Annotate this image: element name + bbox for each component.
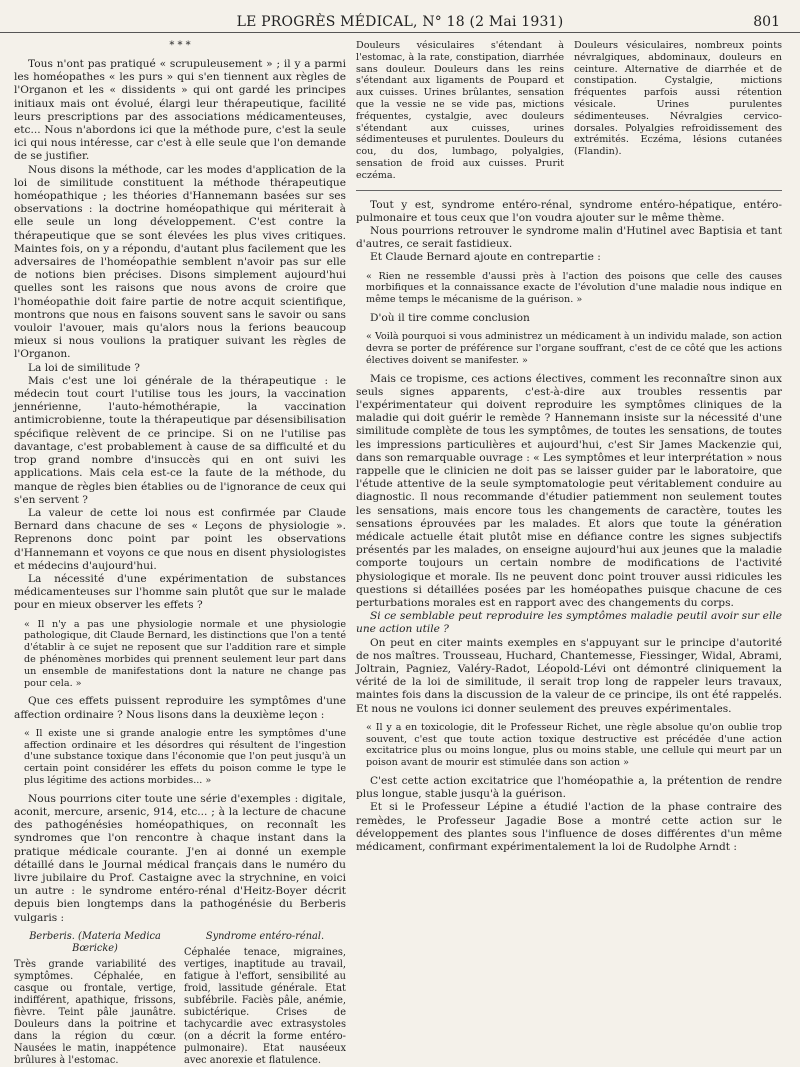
paragraph: On peut en citer maints exemples en s'appuyant sur le principe d'autorité de nos maîtres. Trousseau, Huchard, Chantemesse, Fiessinger, Widal, Abrami, Joltrain, Pagniez, Valéry-Radot, Léopold-Lévi ont démontré cliniquement la vérité de la loi de similitude, il serait trop long de rappeler leurs travaux, maintes fois dans la discussion de la valeur de ce principe, ils ont été rappelés. Et nous ne voulons ici donner seulement des preuves expérimentales.	[356, 636, 782, 715]
left-column	[14, 40, 346, 1067]
paragraph: Tous n'ont pas pratiqué « scrupuleusement » ; il y a parmi les homéopathes « les purs » qui s'en tiennent aux règles de l'Organon et les « dissidents » qui ont gardé les principes initiaux mais ont évolué, élargi leur thérapeutique, facilité leurs prescriptions par des associations médicamenteuses, etc... Nous n'abordons ici que la méthode pure, c'est la seule ici qui nous intéresse, car c'est à elle seule que l'on demande de se justifier.	[14, 58, 346, 163]
paragraph: Nous pourrions retrouver le syndrome malin d'Hutinel avec Baptisia et tant d'autres, ce serait fastidieux.	[356, 224, 782, 251]
symptom-left: Douleurs vésiculaires s'étendant à l'estomac, à la rate, constipation, diarrhée sans douleur. Douleurs dans les reins s'étendant aux ligaments de Poupard et aux cuisses. Urines brûlantes, sensation que la vessie ne se vide pas, mictions fréquentes, cystalgie, avec douleurs s'étendant aux cuisses, urines sédimenteuses et purulentes. Douleurs du cou, du dos, lumbago, polyalgies, sensation de froid aux cuisses. Prurit eczéma.	[356, 40, 564, 181]
running-title: LE PROGRÈS MÉDICAL, N° 18 (2 Mai 1931)	[236, 14, 564, 30]
quote: « Il y a en toxicologie, dit le Professeur Richet, une règle absolue qu'on oublie trop souvent, c'est que toute action toxique destructive est précédée d'une action excitatrice plus ou moins longue, plus ou moins stable, une cellule qui meurt par un poison avant de mourir est stimulée dans son action »	[366, 721, 782, 769]
paragraph: La valeur de cette loi nous est confirmée par Claude Bernard dans chacune de ses « Leçons de physiologie ». Reprenons donc point par point les observations d'Hannemann et voyons ce que nous en disent physiologistes et médecins d'aujourd'hui.	[14, 506, 346, 572]
paragraph: Tout y est, syndrome entéro-rénal, syndrome entéro-hépatique, entéro-pulmonaire et tous ceux que l'on voudra ajouter sur le même thème.	[356, 198, 782, 224]
paragraph: Mais c'est une loi générale de la thérapeutique : le médecin tout court l'utilise tous les jours, la vaccination jennérienne, l'auto-hémothérapie, la vaccination antimicrobienne, toute la thérapeutique par désensibilisation spécifique relèvent de ce principe. Si on ne l'utilise pas davantage, c'est probablement à cause de sa difficulté et du trop grand nombre d'insuccès qui en ont suivi les applications. Mais cela est-ce la faute de la méthode, du manque de règles bien établies ou de l'ignorance de ceux qui s'en servent ?	[14, 374, 346, 506]
berberis-text: Très grande variabilité des symptômes. Céphalée, en casque ou frontale, vertige, indifférent, apathique, frissons, fièvre. Teint pâle jaunâtre. Douleurs dans la poitrine et dans la région du cœur. Nausées le matin, inappétence brûlures à l'estomac.	[14, 958, 176, 1066]
syndrome-caption: Syndrome entéro-rénal.	[205, 930, 325, 942]
paragraph: D'où il tire comme conclusion	[370, 311, 530, 324]
syndrome-column	[184, 931, 346, 1067]
quote: « Il n'y a pas une physiologie normale et une physiologie pathologique, dit Claude Bernard, les distinctions que l'on a tenté d'établir à ce sujet ne reposent que sur l'addition rare et simple de phénomènes morbides qui prennent seulement leur part dans un ensemble de manifestations dont la nature ne change pas pour cela. »	[24, 618, 346, 689]
syndrome-text: Céphalée tenace, migraines, vertiges, inaptitude au travail, fatigue à l'effort, sensibilité au froid, lassitude générale. Etat subfébrile. Faciès pâle, anémie, subictérique. Crises de tachycardie avec extrasystoles (on a décrit la forme entéro-pulmonaire). Etat nauséeux avec anorexie et flatulence.	[184, 946, 346, 1066]
page-header	[0, 14, 800, 33]
paragraph: C'est cette action excitatrice que l'homéopathie a, la prétention de rendre plus longue, stable jusqu'à la guérison.	[356, 775, 782, 801]
symptom-continuation	[356, 40, 782, 182]
paragraph: La nécessité d'une expérimentation de substances médicamenteuses sur l'homme sain plutôt que sur le malade pour en mieux observer les effets ?	[14, 572, 346, 612]
berberis-caption: Berberis. (Materia Medica Bœricke)	[29, 930, 161, 954]
paragraph: Nous disons la méthode, car les modes d'application de la loi de similitude constituent la méthode thérapeutique homéopathique ; les théories d'Hannemann basées sur ses observations : la doctrine homéopathique qui mériterait à elle seule un long développement. C'est contre la thérapeutique que se sont élevées les plus vives critiques. Maintes fois, on y a répondu, d'autant plus facilement que les adversaires de l'homéopathie semblent n'avoir pas sur elle de notions bien précises. Disons simplement aujourd'hui quelles sont les raisons que nous avons de croire que l'homéopathie doit faire partie de notre acquit scientifique, montrons que nous en faisons souvent sans le savoir ou sans vouloir l'avouer, mais qu'alors nous la ferions beaucoup mieux si nous voulions la pratiquer suivant les règles de l'Organon.	[14, 163, 346, 361]
paragraph: Et si le Professeur Lépine a étudié l'action de la phase contraire des remèdes, le Professeur Jagadie Bose a montré cette action sur le développement des plantes sous l'influence de doses différentes d'un même médicament, confirmant expérimentalement la loi de Rudolphe Arndt :	[356, 801, 782, 854]
quote: « Rien ne ressemble d'aussi près à l'action des poisons que celle des causes morbifiques et la connaissance exacte de l'évolution d'une maladie nous indique en même temps le mécanisme de la guérison. »	[366, 270, 782, 306]
paragraph: Que ces effets puissent reproduire les symptômes d'une affection ordinaire ? Nous lisons dans la deuxième leçon :	[14, 695, 346, 721]
paragraph: Mais ce tropisme, ces actions électives, comment les reconnaître sinon aux seuls signes apparents, c'est-à-dire aux troubles ressentis par l'expérimentateur qui doivent reproduire les symptômes cliniques de la maladie qui doit guérir le remède ? Hannemann insiste sur la nécessité d'une similitude complète de tous les symptômes, de toutes les sensations, de toutes les impressions particulières et aujourd'hui, c'est Sir James Mackenzie qui, dans son remarquable ouvrage : « Les symptômes et leur interprétation » nous rappelle que le clinicien ne doit pas se laisser guider par le laboratoire, que l'étude attentive de la seule symptomatologie peut véritablement conduire au diagnostic. Il nous recommande d'étudier patiemment non seulement toutes les sensations, mais encore tous les changements de caractère, toutes les sensations éprouvées par les malades. Et alors que toute la génération médicale actuelle était plutôt mise en défiance contre les signes subjectifs présentés par les malades, on enseigne aujourd'hui aux jeunes que la maladie comporte toujours un certain nombre de modifications de l'activité physiologique et morale. Ils ne peuvent donc point trouver aussi ridicules les questions si détaillées posées par les homéopathes puisque chacune de ces perturbations morales est en rapport avec des changements du corps.	[356, 372, 782, 610]
berberis-column	[14, 931, 176, 1067]
divider	[356, 190, 782, 191]
right-column	[356, 40, 782, 854]
section-stars: * * *	[169, 40, 191, 51]
symptom-right: Douleurs vésiculaires, nombreux points névralgiques, abdominaux, douleurs en ceinture. Alternative de diarrhée et de constipation. Cystalgie, mictions fréquentes parfois aussi rétention vésicale. Urines purulentes sédimenteuses. Névralgies cervico-dorsales. Polyalgies refroidissement des extrémités. Eczéma, lésions cutanées (Flandin).	[574, 40, 782, 158]
paragraph: La loi de similitude ?	[28, 361, 140, 374]
comparison-table	[14, 931, 346, 1067]
paragraph: Et Claude Bernard ajoute en contrepartie :	[370, 251, 601, 264]
quote: « Il existe une si grande analogie entre les symptômes d'une affection ordinaire et les désordres qui résultent de l'ingestion d'une substance toxique dans l'économie que l'on peut jusqu'à un certain point considérer les effets du poison comme le type le plus légitime des actions morbides... »	[24, 727, 346, 786]
paragraph: Nous pourrions citer toute une série d'exemples : digitale, aconit, mercure, arsenic, 914, etc... ; à la lecture de chacune des pathogénésies homéopathiques, on reconnaît les syndromes que l'on rencontre à chaque instant dans la pratique médicale courante. J'en ai donné un exemple détaillé dans le Journal médical français dans le numéro du livre jubilaire du Prof. Castaigne avec la strychnine, en voici un autre : le syndrome entéro-rénal d'Heitz-Boyer décrit depuis bien longtemps dans la pathogénésie du Berberis vulgaris :	[14, 792, 346, 924]
italic-question: Si ce semblable peut reproduire les symptômes maladie peutil avoir sur elle une action utile ?	[356, 610, 782, 636]
page-number: 801	[753, 14, 780, 30]
quote: « Voilà pourquoi si vous administrez un médicament à un individu malade, son action devra se porter de préférence sur l'organe souffrant, c'est de ce côté que les actions électives doivent se manifester. »	[366, 331, 782, 366]
